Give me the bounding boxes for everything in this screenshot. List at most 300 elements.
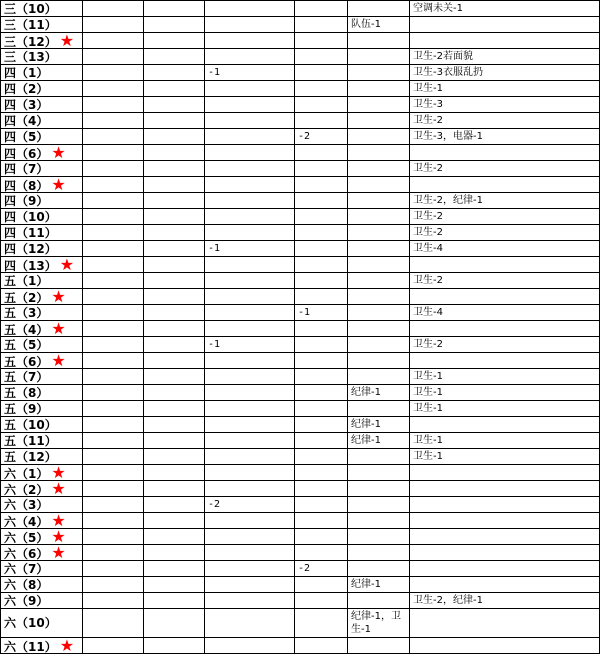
cell-col-6[interactable]: [348, 225, 410, 241]
cell-col-7[interactable]: 卫生-2若面貌: [410, 49, 600, 65]
cell-col-7[interactable]: [410, 529, 600, 545]
cell-col-2[interactable]: [83, 593, 144, 609]
class-cell[interactable]: [1, 177, 83, 193]
table-row: [1, 161, 600, 177]
cell-col-4[interactable]: [205, 369, 295, 385]
cell-col-2[interactable]: [83, 49, 144, 65]
cell-col-7[interactable]: 卫生-3衣服乱扔: [410, 65, 600, 81]
cell-col-3[interactable]: [144, 337, 205, 353]
cell-col-4[interactable]: [205, 433, 295, 449]
class-cell[interactable]: [1, 529, 83, 545]
cell-col-5[interactable]: [295, 289, 348, 305]
class-cell[interactable]: [1, 129, 83, 145]
cell-col-7[interactable]: 卫生-1: [410, 81, 600, 97]
table-row: [1, 129, 600, 145]
table-row: [1, 433, 600, 449]
class-cell[interactable]: [1, 161, 83, 177]
cell-col-2[interactable]: [83, 289, 144, 305]
cell-col-3[interactable]: [144, 529, 205, 545]
cell-col-2[interactable]: [83, 145, 144, 161]
class-cell[interactable]: [1, 465, 83, 481]
cell-col-2[interactable]: [83, 273, 144, 289]
cell-col-5[interactable]: [295, 161, 348, 177]
cell-col-7[interactable]: [410, 353, 600, 369]
cell-col-5[interactable]: -2: [295, 561, 348, 577]
cell-col-4[interactable]: [205, 81, 295, 97]
cell-col-2[interactable]: [83, 1, 144, 17]
cell-col-6[interactable]: [348, 273, 410, 289]
cell-col-4[interactable]: [205, 49, 295, 65]
cell-col-3[interactable]: [144, 609, 205, 638]
cell-col-4[interactable]: [205, 481, 295, 497]
cell-col-2[interactable]: [83, 513, 144, 529]
class-cell[interactable]: [1, 561, 83, 577]
cell-col-4[interactable]: -1: [205, 65, 295, 81]
cell-col-7[interactable]: [410, 33, 600, 49]
class-cell[interactable]: [1, 289, 83, 305]
cell-col-7[interactable]: 卫生-4: [410, 305, 600, 321]
cell-col-5[interactable]: [295, 193, 348, 209]
cell-col-2[interactable]: [83, 193, 144, 209]
cell-col-6[interactable]: [348, 305, 410, 321]
class-label: 六（5）: [4, 530, 49, 545]
cell-col-4[interactable]: [205, 529, 295, 545]
cell-col-5[interactable]: -1: [295, 305, 348, 321]
cell-col-6[interactable]: 纪律-1: [348, 433, 410, 449]
cell-col-7[interactable]: 空调未关-1: [410, 1, 600, 17]
class-cell[interactable]: [1, 353, 83, 369]
cell-col-5[interactable]: [295, 97, 348, 113]
cell-col-2[interactable]: [83, 209, 144, 225]
cell-col-3[interactable]: [144, 209, 205, 225]
cell-col-4[interactable]: -1: [205, 337, 295, 353]
class-cell[interactable]: [1, 33, 83, 49]
cell-col-5[interactable]: [295, 385, 348, 401]
cell-col-3[interactable]: [144, 177, 205, 193]
cell-col-2[interactable]: [83, 401, 144, 417]
cell-col-5[interactable]: [295, 417, 348, 433]
cell-col-2[interactable]: [83, 65, 144, 81]
cell-col-6[interactable]: [348, 337, 410, 353]
cell-col-7[interactable]: [410, 513, 600, 529]
cell-col-5[interactable]: [295, 577, 348, 593]
cell-col-4[interactable]: [205, 353, 295, 369]
cell-col-4[interactable]: [205, 305, 295, 321]
cell-col-6[interactable]: 纪律-1: [348, 385, 410, 401]
cell-col-4[interactable]: [205, 417, 295, 433]
cell-col-3[interactable]: [144, 513, 205, 529]
cell-col-6[interactable]: 纪律-1，卫生-1: [348, 609, 410, 638]
cell-col-5[interactable]: [295, 145, 348, 161]
cell-col-2[interactable]: [83, 33, 144, 49]
cell-col-5[interactable]: [295, 513, 348, 529]
cell-col-5[interactable]: [295, 17, 348, 33]
star-icon: ★: [51, 144, 66, 161]
cell-col-7[interactable]: [410, 609, 600, 638]
cell-col-2[interactable]: [83, 257, 144, 273]
class-cell[interactable]: [1, 481, 83, 497]
cell-col-5[interactable]: [295, 33, 348, 49]
cell-col-6[interactable]: [348, 97, 410, 113]
cell-col-3[interactable]: [144, 369, 205, 385]
cell-col-7[interactable]: 卫生-2: [410, 113, 600, 129]
cell-col-5[interactable]: [295, 369, 348, 385]
cell-col-4[interactable]: [205, 97, 295, 113]
cell-col-2[interactable]: [83, 465, 144, 481]
class-cell[interactable]: [1, 241, 83, 257]
class-label: 五（4）: [4, 322, 49, 337]
cell-col-5[interactable]: [295, 49, 348, 65]
cell-col-6[interactable]: [348, 257, 410, 273]
cell-col-3[interactable]: [144, 321, 205, 337]
cell-col-7[interactable]: 卫生-2: [410, 273, 600, 289]
cell-col-7[interactable]: 卫生-1: [410, 369, 600, 385]
star-icon: ★: [51, 352, 66, 369]
cell-col-4[interactable]: [205, 321, 295, 337]
cell-col-5[interactable]: [295, 225, 348, 241]
cell-col-4[interactable]: [205, 449, 295, 465]
cell-col-7[interactable]: [410, 481, 600, 497]
cell-col-7[interactable]: [410, 465, 600, 481]
cell-col-6[interactable]: [348, 465, 410, 481]
cell-col-2[interactable]: [83, 17, 144, 33]
cell-col-6[interactable]: [348, 353, 410, 369]
class-cell[interactable]: [1, 193, 83, 209]
cell-col-6[interactable]: [348, 369, 410, 385]
cell-col-3[interactable]: [144, 225, 205, 241]
cell-col-6[interactable]: [348, 241, 410, 257]
cell-col-4[interactable]: [205, 401, 295, 417]
class-label: 四（7）: [4, 161, 49, 176]
class-cell[interactable]: [1, 417, 83, 433]
cell-col-2[interactable]: [83, 337, 144, 353]
cell-col-5[interactable]: [295, 81, 348, 97]
cell-col-6[interactable]: [348, 449, 410, 465]
cell-col-3[interactable]: [144, 401, 205, 417]
class-cell[interactable]: [1, 1, 83, 17]
class-cell[interactable]: [1, 513, 83, 529]
cell-col-2[interactable]: [83, 241, 144, 257]
class-cell[interactable]: [1, 209, 83, 225]
cell-col-3[interactable]: [144, 81, 205, 97]
cell-col-2[interactable]: [83, 638, 144, 654]
cell-col-7[interactable]: 卫生-2: [410, 209, 600, 225]
cell-col-7[interactable]: [410, 497, 600, 513]
cell-col-3[interactable]: [144, 433, 205, 449]
cell-col-7[interactable]: [410, 577, 600, 593]
cell-col-3[interactable]: [144, 465, 205, 481]
cell-col-7[interactable]: [410, 417, 600, 433]
cell-col-3[interactable]: [144, 497, 205, 513]
cell-col-3[interactable]: [144, 33, 205, 49]
class-cell[interactable]: [1, 577, 83, 593]
class-cell[interactable]: [1, 433, 83, 449]
cell-col-4[interactable]: [205, 33, 295, 49]
cell-col-2[interactable]: [83, 177, 144, 193]
cell-col-6[interactable]: [348, 33, 410, 49]
cell-col-2[interactable]: [83, 545, 144, 561]
cell-col-4[interactable]: [205, 209, 295, 225]
class-cell[interactable]: [1, 65, 83, 81]
cell-col-4[interactable]: -1: [205, 241, 295, 257]
cell-col-4[interactable]: [205, 385, 295, 401]
cell-col-2[interactable]: [83, 97, 144, 113]
cell-col-2[interactable]: [83, 561, 144, 577]
cell-col-4[interactable]: [205, 193, 295, 209]
cell-col-7[interactable]: 卫生-3，电器-1: [410, 129, 600, 145]
cell-col-5[interactable]: [295, 481, 348, 497]
cell-col-6[interactable]: [348, 49, 410, 65]
cell-col-2[interactable]: [83, 529, 144, 545]
cell-col-4[interactable]: [205, 273, 295, 289]
cell-col-5[interactable]: [295, 209, 348, 225]
cell-col-6[interactable]: [348, 497, 410, 513]
cell-col-3[interactable]: [144, 417, 205, 433]
cell-col-2[interactable]: [83, 129, 144, 145]
class-cell[interactable]: [1, 545, 83, 561]
cell-col-6[interactable]: [348, 145, 410, 161]
cell-col-2[interactable]: [83, 321, 144, 337]
cell-col-5[interactable]: [295, 177, 348, 193]
cell-col-3[interactable]: [144, 17, 205, 33]
class-cell[interactable]: [1, 497, 83, 513]
cell-col-6[interactable]: [348, 161, 410, 177]
cell-col-5[interactable]: [295, 257, 348, 273]
cell-col-5[interactable]: [295, 638, 348, 654]
cell-col-2[interactable]: [83, 81, 144, 97]
cell-col-3[interactable]: [144, 49, 205, 65]
cell-col-7[interactable]: 卫生-3: [410, 97, 600, 113]
cell-col-7[interactable]: 卫生-2，纪律-1: [410, 193, 600, 209]
cell-col-6[interactable]: [348, 561, 410, 577]
cell-col-3[interactable]: [144, 241, 205, 257]
cell-col-3[interactable]: [144, 593, 205, 609]
table-row: [1, 65, 600, 81]
cell-col-3[interactable]: [144, 289, 205, 305]
cell-col-5[interactable]: [295, 65, 348, 81]
star-icon: ★: [59, 637, 75, 654]
cell-col-2[interactable]: [83, 113, 144, 129]
cell-col-5[interactable]: [295, 465, 348, 481]
cell-col-6[interactable]: [348, 529, 410, 545]
cell-col-4[interactable]: [205, 289, 295, 305]
cell-col-5[interactable]: [295, 529, 348, 545]
cell-col-4[interactable]: -2: [205, 497, 295, 513]
cell-col-7[interactable]: [410, 561, 600, 577]
cell-col-7[interactable]: 卫生-1: [410, 449, 600, 465]
cell-col-5[interactable]: [295, 433, 348, 449]
cell-col-2[interactable]: [83, 497, 144, 513]
cell-col-5[interactable]: [295, 321, 348, 337]
cell-col-6[interactable]: [348, 593, 410, 609]
class-label: 四（3）: [4, 97, 49, 112]
cell-col-6[interactable]: [348, 193, 410, 209]
cell-col-5[interactable]: [295, 273, 348, 289]
cell-col-4[interactable]: [205, 145, 295, 161]
cell-col-3[interactable]: [144, 385, 205, 401]
cell-col-5[interactable]: [295, 593, 348, 609]
cell-col-6[interactable]: 纪律-1: [348, 577, 410, 593]
cell-col-5[interactable]: -2: [295, 129, 348, 145]
cell-col-4[interactable]: [205, 1, 295, 17]
cell-col-7[interactable]: [410, 289, 600, 305]
cell-col-5[interactable]: [295, 353, 348, 369]
class-cell[interactable]: [1, 401, 83, 417]
class-cell[interactable]: [1, 257, 83, 273]
cell-col-3[interactable]: [144, 449, 205, 465]
class-cell[interactable]: [1, 593, 83, 609]
table-row: [1, 337, 600, 353]
cell-col-2[interactable]: [83, 369, 144, 385]
cell-col-4[interactable]: [205, 577, 295, 593]
cell-col-6[interactable]: [348, 321, 410, 337]
cell-col-4[interactable]: [205, 513, 295, 529]
cell-col-3[interactable]: [144, 193, 205, 209]
cell-col-7[interactable]: 卫生-2: [410, 161, 600, 177]
cell-col-3[interactable]: [144, 305, 205, 321]
class-cell[interactable]: [1, 97, 83, 113]
class-cell[interactable]: [1, 638, 83, 654]
cell-col-3[interactable]: [144, 161, 205, 177]
class-cell[interactable]: [1, 337, 83, 353]
cell-col-2[interactable]: [83, 305, 144, 321]
class-cell[interactable]: [1, 49, 83, 65]
cell-col-2[interactable]: [83, 161, 144, 177]
cell-col-3[interactable]: [144, 561, 205, 577]
cell-col-6[interactable]: [348, 481, 410, 497]
cell-col-7[interactable]: [410, 17, 600, 33]
cell-col-5[interactable]: [295, 609, 348, 638]
cell-col-4[interactable]: [205, 161, 295, 177]
cell-col-4[interactable]: [205, 129, 295, 145]
cell-col-6[interactable]: [348, 545, 410, 561]
cell-col-6[interactable]: 纪律-1: [348, 417, 410, 433]
class-cell[interactable]: [1, 113, 83, 129]
cell-col-2[interactable]: [83, 417, 144, 433]
class-cell[interactable]: [1, 321, 83, 337]
cell-col-5[interactable]: [295, 401, 348, 417]
class-cell[interactable]: [1, 385, 83, 401]
cell-col-4[interactable]: [205, 177, 295, 193]
class-cell[interactable]: [1, 17, 83, 33]
cell-col-3[interactable]: [144, 1, 205, 17]
cell-col-7[interactable]: [410, 145, 600, 161]
cell-col-5[interactable]: [295, 497, 348, 513]
class-cell[interactable]: [1, 305, 83, 321]
cell-col-6[interactable]: [348, 401, 410, 417]
cell-col-4[interactable]: [205, 638, 295, 654]
cell-col-5[interactable]: [295, 113, 348, 129]
cell-col-7[interactable]: 卫生-1: [410, 385, 600, 401]
cell-col-3[interactable]: [144, 129, 205, 145]
cell-col-6[interactable]: [348, 113, 410, 129]
cell-col-3[interactable]: [144, 353, 205, 369]
cell-col-4[interactable]: [205, 257, 295, 273]
cell-col-3[interactable]: [144, 481, 205, 497]
cell-col-2[interactable]: [83, 481, 144, 497]
cell-col-6[interactable]: [348, 209, 410, 225]
cell-col-2[interactable]: [83, 449, 144, 465]
cell-col-6[interactable]: [348, 638, 410, 654]
cell-col-6[interactable]: [348, 177, 410, 193]
cell-col-4[interactable]: [205, 465, 295, 481]
cell-col-7[interactable]: [410, 638, 600, 654]
cell-col-6[interactable]: [348, 129, 410, 145]
cell-col-5[interactable]: [295, 545, 348, 561]
class-label: 五（12）: [4, 449, 57, 464]
cell-col-3[interactable]: [144, 97, 205, 113]
cell-col-4[interactable]: [205, 17, 295, 33]
cell-col-6[interactable]: [348, 1, 410, 17]
cell-col-3[interactable]: [144, 273, 205, 289]
cell-col-5[interactable]: [295, 337, 348, 353]
cell-col-7[interactable]: 卫生-2，纪律-1: [410, 593, 600, 609]
table-row: [1, 638, 600, 654]
cell-col-7[interactable]: 卫生-1: [410, 433, 600, 449]
cell-col-7[interactable]: 卫生-1: [410, 401, 600, 417]
cell-col-5[interactable]: [295, 241, 348, 257]
cell-col-7[interactable]: 卫生-2: [410, 337, 600, 353]
cell-col-2[interactable]: [83, 353, 144, 369]
cell-col-6[interactable]: [348, 513, 410, 529]
cell-col-2[interactable]: [83, 225, 144, 241]
cell-col-5[interactable]: [295, 449, 348, 465]
cell-col-3[interactable]: [144, 257, 205, 273]
cell-col-4[interactable]: [205, 593, 295, 609]
cell-col-7[interactable]: [410, 177, 600, 193]
cell-col-4[interactable]: [205, 113, 295, 129]
class-cell[interactable]: [1, 609, 83, 638]
cell-col-2[interactable]: [83, 609, 144, 638]
class-cell[interactable]: [1, 145, 83, 161]
cell-col-4[interactable]: [205, 561, 295, 577]
table-row: [1, 241, 600, 257]
cell-col-6[interactable]: [348, 81, 410, 97]
cell-col-3[interactable]: [144, 545, 205, 561]
cell-col-3[interactable]: [144, 638, 205, 654]
class-label: 六（2）: [4, 482, 49, 497]
star-icon: ★: [51, 528, 66, 545]
cell-col-2[interactable]: [83, 577, 144, 593]
cell-col-3[interactable]: [144, 65, 205, 81]
class-cell[interactable]: [1, 273, 83, 289]
cell-col-6[interactable]: [348, 65, 410, 81]
cell-col-7[interactable]: [410, 321, 600, 337]
class-label: 四（12）: [4, 241, 57, 256]
class-cell[interactable]: [1, 369, 83, 385]
class-cell[interactable]: [1, 81, 83, 97]
cell-col-2[interactable]: [83, 385, 144, 401]
cell-col-3[interactable]: [144, 145, 205, 161]
cell-col-4[interactable]: [205, 545, 295, 561]
cell-col-7[interactable]: [410, 257, 600, 273]
class-cell[interactable]: [1, 225, 83, 241]
cell-col-5[interactable]: [295, 1, 348, 17]
cell-col-4[interactable]: [205, 609, 295, 638]
cell-col-7[interactable]: [410, 545, 600, 561]
cell-col-3[interactable]: [144, 113, 205, 129]
cell-col-7[interactable]: 卫生-2: [410, 225, 600, 241]
cell-col-2[interactable]: [83, 433, 144, 449]
cell-col-6[interactable]: 队伍-1: [348, 17, 410, 33]
class-label: 五（10）: [4, 417, 57, 432]
class-label: 五（1）: [4, 273, 49, 288]
cell-col-7[interactable]: 卫生-4: [410, 241, 600, 257]
cell-col-6[interactable]: [348, 289, 410, 305]
cell-col-3[interactable]: [144, 577, 205, 593]
cell-col-4[interactable]: [205, 225, 295, 241]
class-cell[interactable]: [1, 449, 83, 465]
